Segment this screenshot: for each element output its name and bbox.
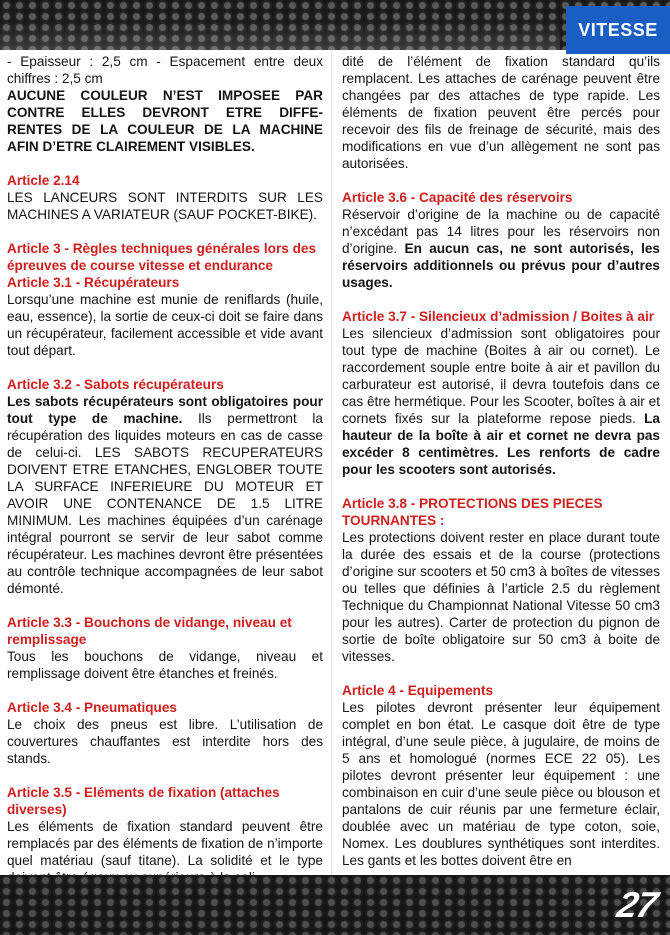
article-4 bbox=[342, 682, 660, 869]
article-3-1-text: Lorsqu’une machine est munie de reniflards (huile, eau, essence), la sortie de ceux-ci doit se faire dans un récupérateur, facilement accessible et vide avant tout départ. bbox=[7, 292, 323, 358]
article-3-6-text: Réservoir d’origine de la machine ou de capacité n’excédant pas 14 litres pour les réservoirs non d’origine. bbox=[342, 207, 660, 256]
article-3-4 bbox=[7, 699, 323, 767]
article-3-5 bbox=[7, 784, 323, 886]
article-3-2-text: Ils permettront la récupération des liquides moteurs en cas de casse de celui-ci. LES SABOTS RECUPERATEURS DOIVENT ETRE ETANCHES, ENGLOBER TOUTE LA SURFACE INFERIEURE DU MOTEUR ET AVOIR UNE CONTENANCE DE 1.5 LITRE MINIMUM. Les machines équipées d’un carénage intégral pourront se servir de leur sabot comme récupérateur. Les machines devront être présentées au contrôle technique accompagnées de leur sabot démonté. bbox=[7, 411, 323, 596]
article-3-8-text: Les protections doivent rester en place durant toute la durée des essais et de la course (protections d’origine sur scooters et 50 cm3 à boîtes de vitesses ou telles que définies à l’article 2.5 du règlement Technique du Championnat National Vitesse 50 cm3 pour les autres). Carter de protection du pignon de sortie de boîte obligatoire sur 50 cm3 à boite de vitesses. bbox=[342, 530, 660, 664]
page-number: 27 bbox=[613, 884, 661, 925]
article-3-5-text: Les éléments de fixation standard peuvent être remplacés par des éléments de fixation de n’importe quel matériau (sauf titane). La solidité et le type bbox=[7, 819, 323, 868]
section-label: VITESSE bbox=[578, 19, 658, 40]
article-3-2-title: Article 3.2 - Sabots récupérateurs bbox=[7, 377, 224, 392]
article-3-8-title: Article 3.8 - PROTECTIONS DES PIECES TOURNANTES : bbox=[342, 496, 603, 528]
article-3-5-title: Article 3.5 - Eléments de fixation (attaches diverses) bbox=[7, 785, 280, 817]
right-column bbox=[342, 53, 660, 886]
intro-section bbox=[7, 53, 323, 155]
article-3-7-paragraph bbox=[342, 325, 660, 478]
article-3-5-continued-text: dité de l’élément de fixation standard qu’ils remplacent. Les attaches de carénage peuvent être changées par des attaches de type rapide. Les éléments de fixation peuvent être percés pour recevoir des fils de freinage de sécurité, mais des modifications en vue d’un allègement ne sont pas autorisées. bbox=[342, 54, 660, 171]
article-4-title: Article 4 - Equipements bbox=[342, 683, 494, 698]
header-overlay bbox=[0, 0, 560, 50]
article-3-4-title: Article 3.4 - Pneumatiques bbox=[7, 700, 177, 715]
article-3-7-title: Article 3.7 - Silencieux d’admission / Boites à air bbox=[342, 309, 655, 324]
intro-text: - Epaisseur : 2,5 cm - Espacement entre deux chiffres : 2,5 cm bbox=[7, 54, 323, 86]
article-3-5-continued bbox=[342, 53, 660, 172]
intro-bold-text: AUCUNE COULEUR N’EST IMPOSEE PAR CONTRE ELLES DEVRONT ETRE DIFFE-RENTES DE LA COULEUR DE LA MACHINE AFIN D’ETRE CLAIREMENT VISIBLES. bbox=[7, 88, 323, 154]
section-tab bbox=[566, 6, 670, 54]
article-3-7-text: Les silencieux d’admission sont obligatoires pour tout type de machine (Boites à air ou cornet). Le raccordement souple entre boite à air et pavillon du carburateur est autorisé, il devra toutefois dans ce cas être hermétique. Pour les Scooter, boîtes à air et cornets fixés sur la plateforme repose pieds. bbox=[342, 326, 660, 426]
article-3-6-title: Article 3.6 - Capacité des réservoirs bbox=[342, 190, 573, 205]
left-column bbox=[7, 53, 323, 903]
article-3-2-paragraph bbox=[7, 393, 323, 597]
article-3-3 bbox=[7, 614, 323, 682]
article-3-1-title: Article 3.1 - Récupérateurs bbox=[7, 275, 180, 290]
article-3-3-title: Article 3.3 - Bouchons de vidange, niveau et remplissage bbox=[7, 615, 292, 647]
article-2-14 bbox=[7, 172, 323, 223]
article-3-7 bbox=[342, 308, 660, 478]
footer-banner bbox=[0, 875, 670, 935]
article-3-1 bbox=[7, 274, 323, 359]
article-3-3-text: Tous les bouchons de vidange, niveau et remplissage doivent être étanches et freinés. bbox=[7, 649, 323, 681]
article-3-4-text: Le choix des pneus est libre. L’utilisation de couvertures chauffantes est interdite hors des stands. bbox=[7, 717, 323, 766]
article-3-2-bold: Les sabots récupérateurs sont obligatoires pour tout type de machine. bbox=[7, 394, 323, 426]
article-3-title: Article 3 - Règles techniques générales lors des épreuves de course vitesse et endurance bbox=[7, 241, 316, 273]
article-3-6-bold: En aucun cas, ne sont autorisés, les réservoirs additionnels ou prévus pour d’autres usages. bbox=[342, 241, 660, 290]
article-3-2 bbox=[7, 376, 323, 597]
article-2-14-text: LES LANCEURS SONT INTERDITS SUR LES MACHINES A VARIATEUR (SAUF POCKET-BIKE). bbox=[7, 190, 323, 222]
article-3-6-paragraph bbox=[342, 206, 660, 291]
article-4-text: Les pilotes devront présenter leur équipement complet en bon état. Le casque doit être de type intégral, d’une seule pièce, à jugulaire, de moins de 5 ans et homologué (normes ECE 22 05). Les pilotes devront présenter leur équipement : une combinaison en cuir d’une seule pièce ou blouson et pantalons de cuir réunis par une fermeture éclair, doublée avec un matériau de type coton, soie, Nomex. Les doublures synthétiques sont interdites. Les gants et les bottes doivent être en bbox=[342, 700, 660, 868]
article-3-7-bold: La hauteur de la boîte à air et cornet ne devra pas excéder 8 centimètres. Les renforts de cadre pour les scooters sont autorisés. bbox=[342, 411, 660, 477]
article-3 bbox=[7, 240, 323, 274]
article-2-14-title: Article 2.14 bbox=[7, 173, 80, 188]
article-3-6 bbox=[342, 189, 660, 291]
column-divider bbox=[331, 50, 332, 875]
article-3-8 bbox=[342, 495, 660, 665]
